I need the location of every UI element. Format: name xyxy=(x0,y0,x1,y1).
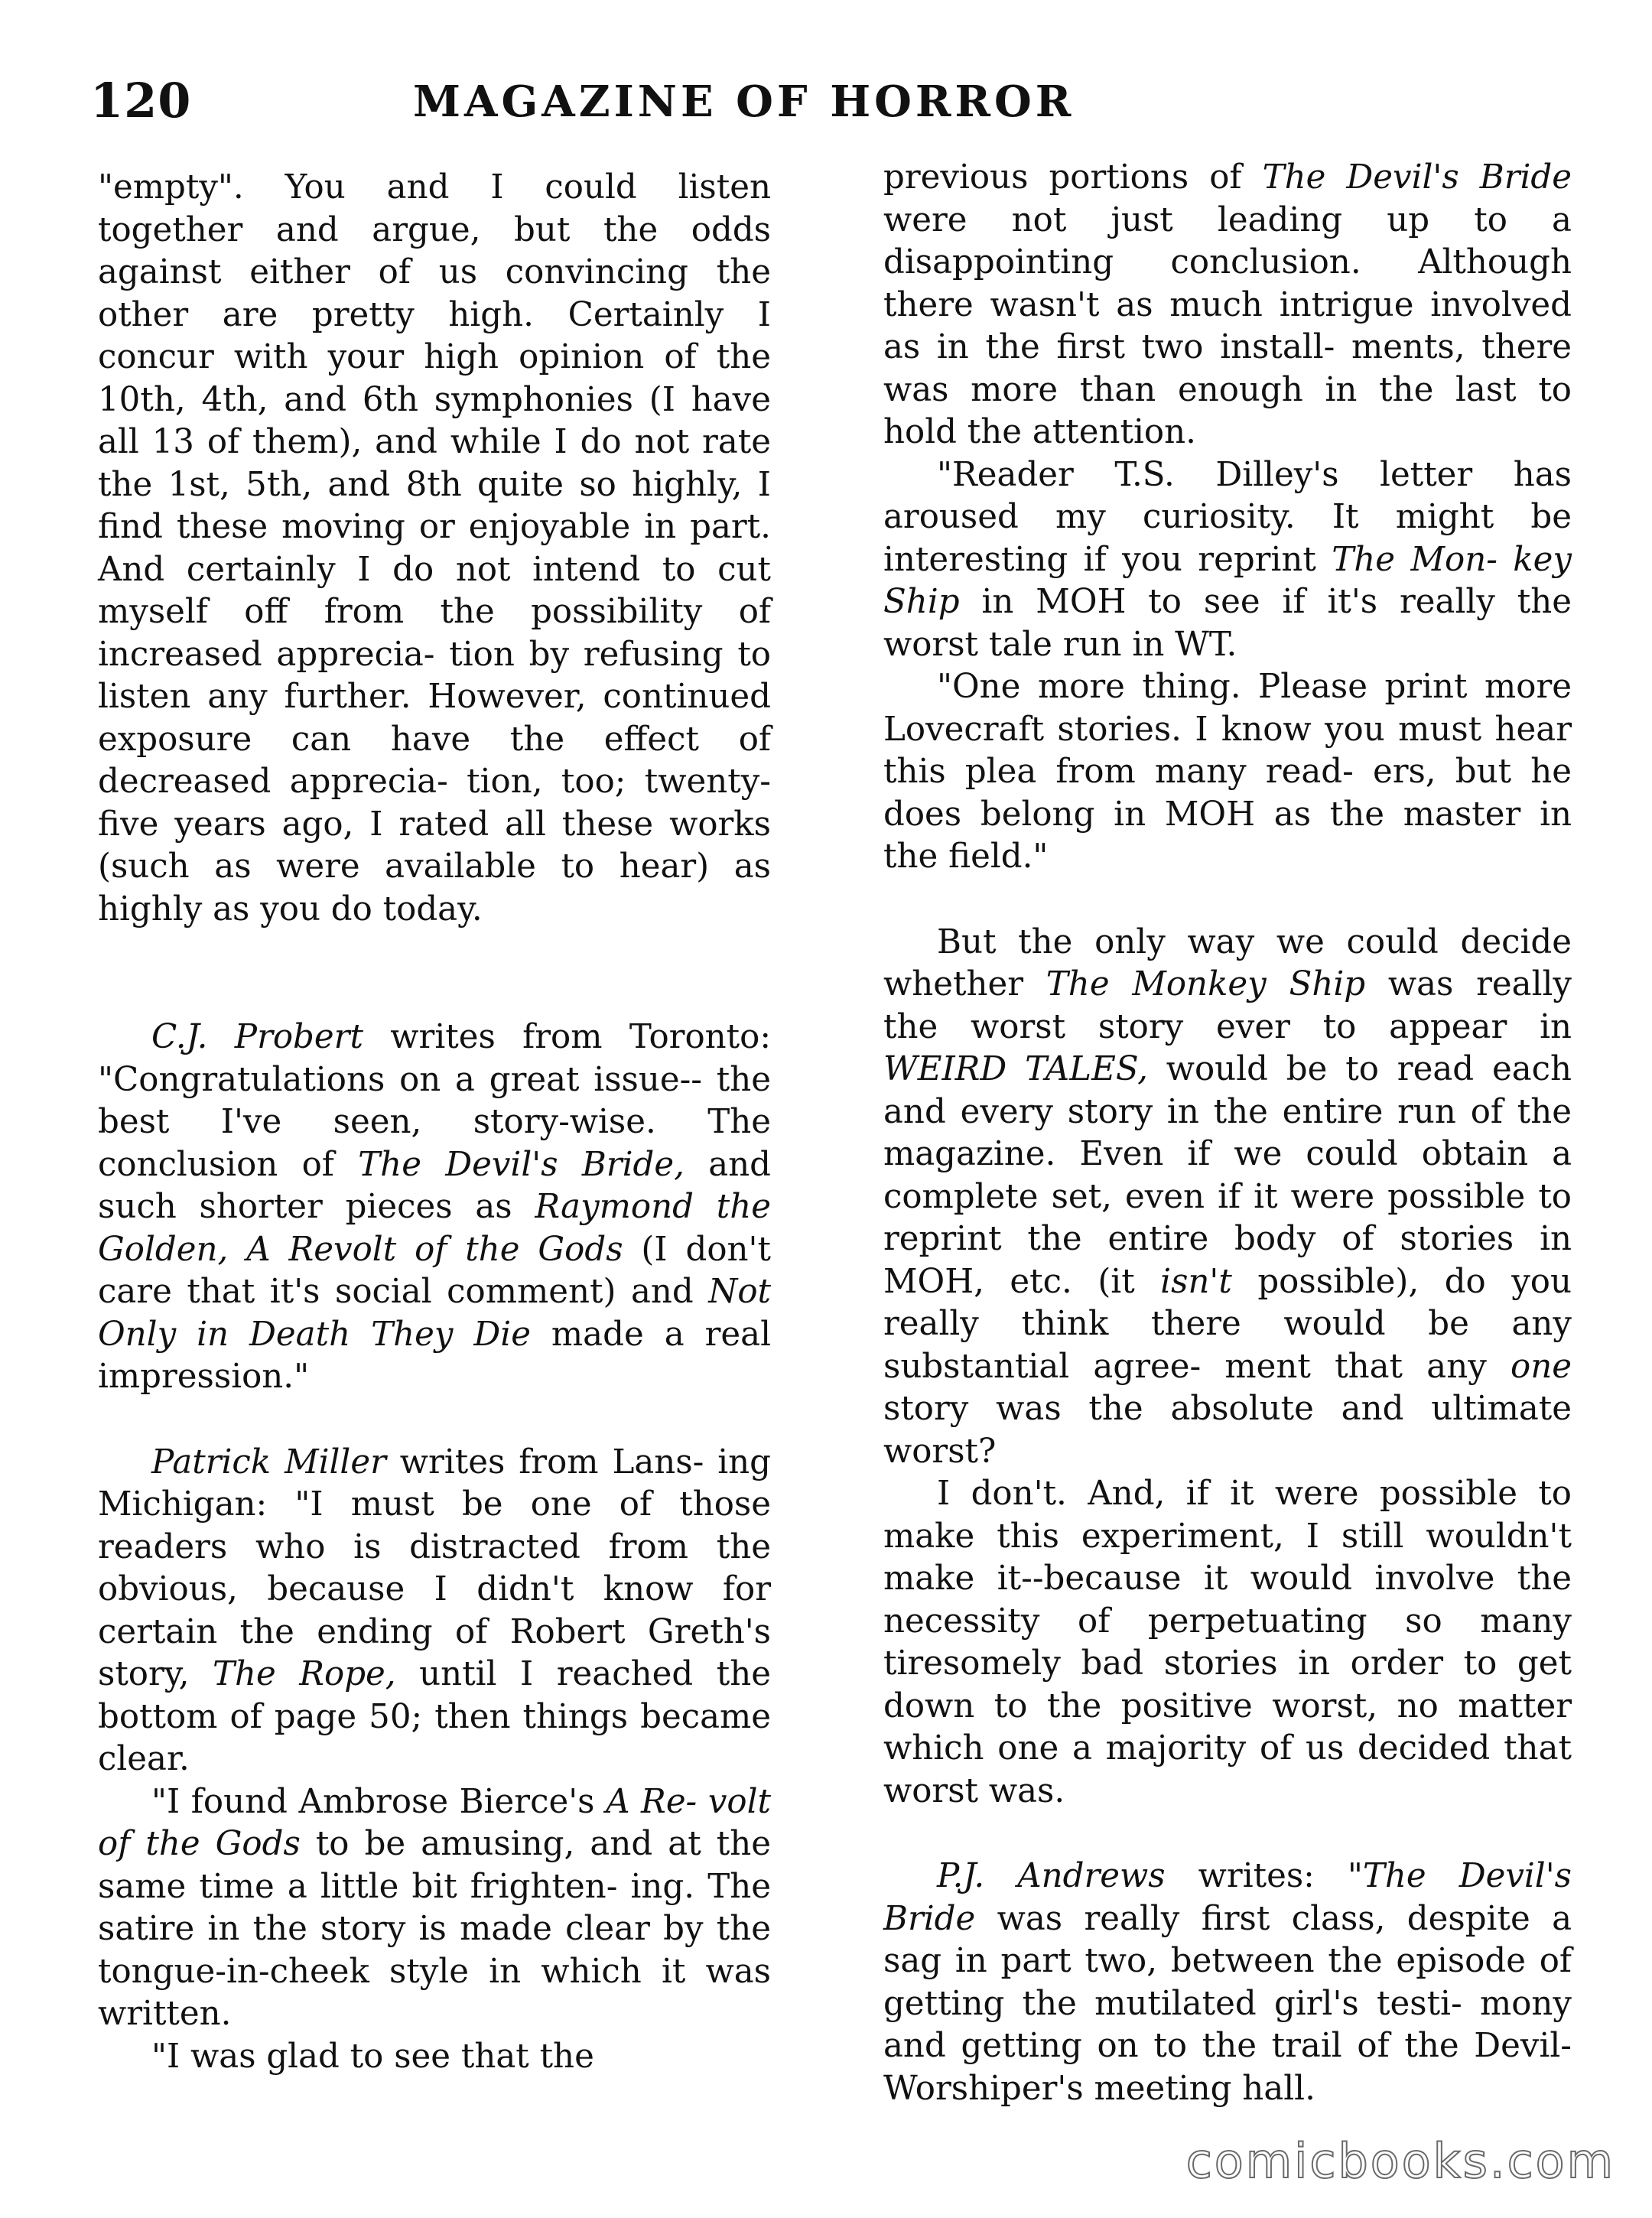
text-run: were not just leading up to a disappointing conclusion. Although there wasn't as much intrigue involved as in the first two install- ments, there was more than enough in the last to hold the attention. xyxy=(883,200,1572,451)
story-title: The Monkey Ship xyxy=(1046,965,1366,1003)
emphasis: one xyxy=(1511,1347,1572,1386)
text-run: (I don't care that it's social comment) and xyxy=(98,1230,771,1311)
running-head: MAGAZINE OF HORROR xyxy=(413,76,1075,127)
story-title: A Re- volt of the Gods xyxy=(98,1782,771,1863)
text-run: previous portions of xyxy=(883,158,1263,197)
story-title: The Mon- key Ship xyxy=(883,540,1572,621)
left-column xyxy=(98,167,771,2078)
text-run: made a real impression." xyxy=(98,1315,771,1396)
text-run: story was the absolute and ultimate worst? xyxy=(883,1390,1572,1471)
text-run: was really first class, despite a sag in part two, between the episode of getting the mutilated girl's testi- mony and getting on to the trail of the Devil-Worshiper's meeting hall. xyxy=(883,1899,1572,2108)
left-paragraph-miller xyxy=(98,1442,771,1781)
text-run: to be amusing, and at the same time a little bit frighten- ing. The satire in the story is made clear by the tongue-in-cheek style in which it was written. xyxy=(98,1825,771,2033)
text-run: writes from Lans- ing Michigan: "I must be one of those readers who is distracted from the obvious, because I didn't know for certain the ending of Robert Greth's story, xyxy=(98,1442,771,1693)
right-paragraph-idont: I don't. And, if it were possible to make this experiment, I still wouldn't make it--because it would involve the necessity of perpetuating so many tiresomely bad stories in order to get down to the positive worst, no matter which one a majority of us decided that worst was. xyxy=(883,1475,1572,1810)
text-run: But the only way we could decide whether xyxy=(883,922,1572,1003)
story-title: Raymond the Golden, xyxy=(98,1188,771,1269)
text-run: would be to read each and every story in the entire run of the magazine. Even if we could obtain a complete set, even if it were possible to reprint the entire body of stories in MOH, etc. (it xyxy=(883,1050,1572,1301)
text-run: writes: " xyxy=(1165,1857,1363,1895)
letter-writer-name: C.J. Probert xyxy=(151,1018,363,1056)
right-paragraph-dilley xyxy=(883,454,1572,667)
right-paragraph-andrews xyxy=(883,1855,1572,2110)
page-number: 120 xyxy=(90,73,192,128)
text-run: writes from Toronto: "Congratulations on a great issue-- the best I've seen, story-wise. The conclusion of xyxy=(98,1018,771,1184)
story-title: The Rope, xyxy=(212,1655,396,1693)
text-run: possible), do you really think there would be any substantial agree- ment that any xyxy=(883,1262,1572,1386)
story-title: The Devil's Bride xyxy=(883,1857,1572,1938)
text-run: and such shorter pieces as xyxy=(98,1145,772,1226)
story-title: The Devil's Bride xyxy=(1262,158,1572,197)
right-column xyxy=(883,157,1572,2110)
right-paragraph-1 xyxy=(883,157,1572,454)
text-run: was really the worst story ever to appear in xyxy=(883,965,1572,1046)
emphasis: isn't xyxy=(1160,1262,1232,1301)
left-paragraph-bierce xyxy=(98,1781,771,2036)
left-paragraph-probert xyxy=(98,1016,771,1399)
watermark: comicbooks.com xyxy=(1185,2133,1615,2189)
right-paragraph-editor-reply xyxy=(883,922,1572,1474)
story-title: Not Only in Death They Die xyxy=(98,1273,771,1354)
text-run: "Reader T.S. Dilley's letter has aroused my curiosity. It might be interesting if you reprint xyxy=(883,455,1572,579)
magazine-title: WEIRD TALES, xyxy=(883,1050,1148,1088)
left-paragraph-last: "I was glad to see that the xyxy=(151,2037,594,2076)
text-run: "I found Ambrose Bierce's xyxy=(151,1782,606,1821)
letter-writer-name: Patrick Miller xyxy=(151,1442,386,1481)
left-paragraph-1: "empty". You and I could listen together and argue, but the odds against either of us convincing the other are pretty high. Certainly I concur with your high opinion of the 10th, 4th, and 6th symphonies (I have all 13 of them), and while I do not rate the 1st, 5th, and 8th quite so highly, I find these moving or enjoyable in part. And certainly I do not intend to cut myself off from the possibility of increased apprecia- tion by refusing to listen any further. However, continued exposure can have the effect of decreased apprecia- tion, too; twenty-five years ago, I rated all these works (such as were available to hear) as highly as you do today. xyxy=(98,168,771,929)
text-run: in MOH to see if it's really the worst tale run in WT. xyxy=(883,583,1572,664)
text-run: until I reached the bottom of page 50; then things became clear. xyxy=(98,1655,771,1778)
story-title: A Revolt of the Gods xyxy=(246,1230,623,1269)
letter-writer-name: P.J. Andrews xyxy=(937,1857,1166,1895)
story-title: The Devil's Bride, xyxy=(358,1145,685,1184)
right-paragraph-lovecraft: "One more thing. Please print more Lovecraft stories. I know you must hear this plea from many read- ers, but he does belong in MOH as the master in the field." xyxy=(883,668,1572,876)
